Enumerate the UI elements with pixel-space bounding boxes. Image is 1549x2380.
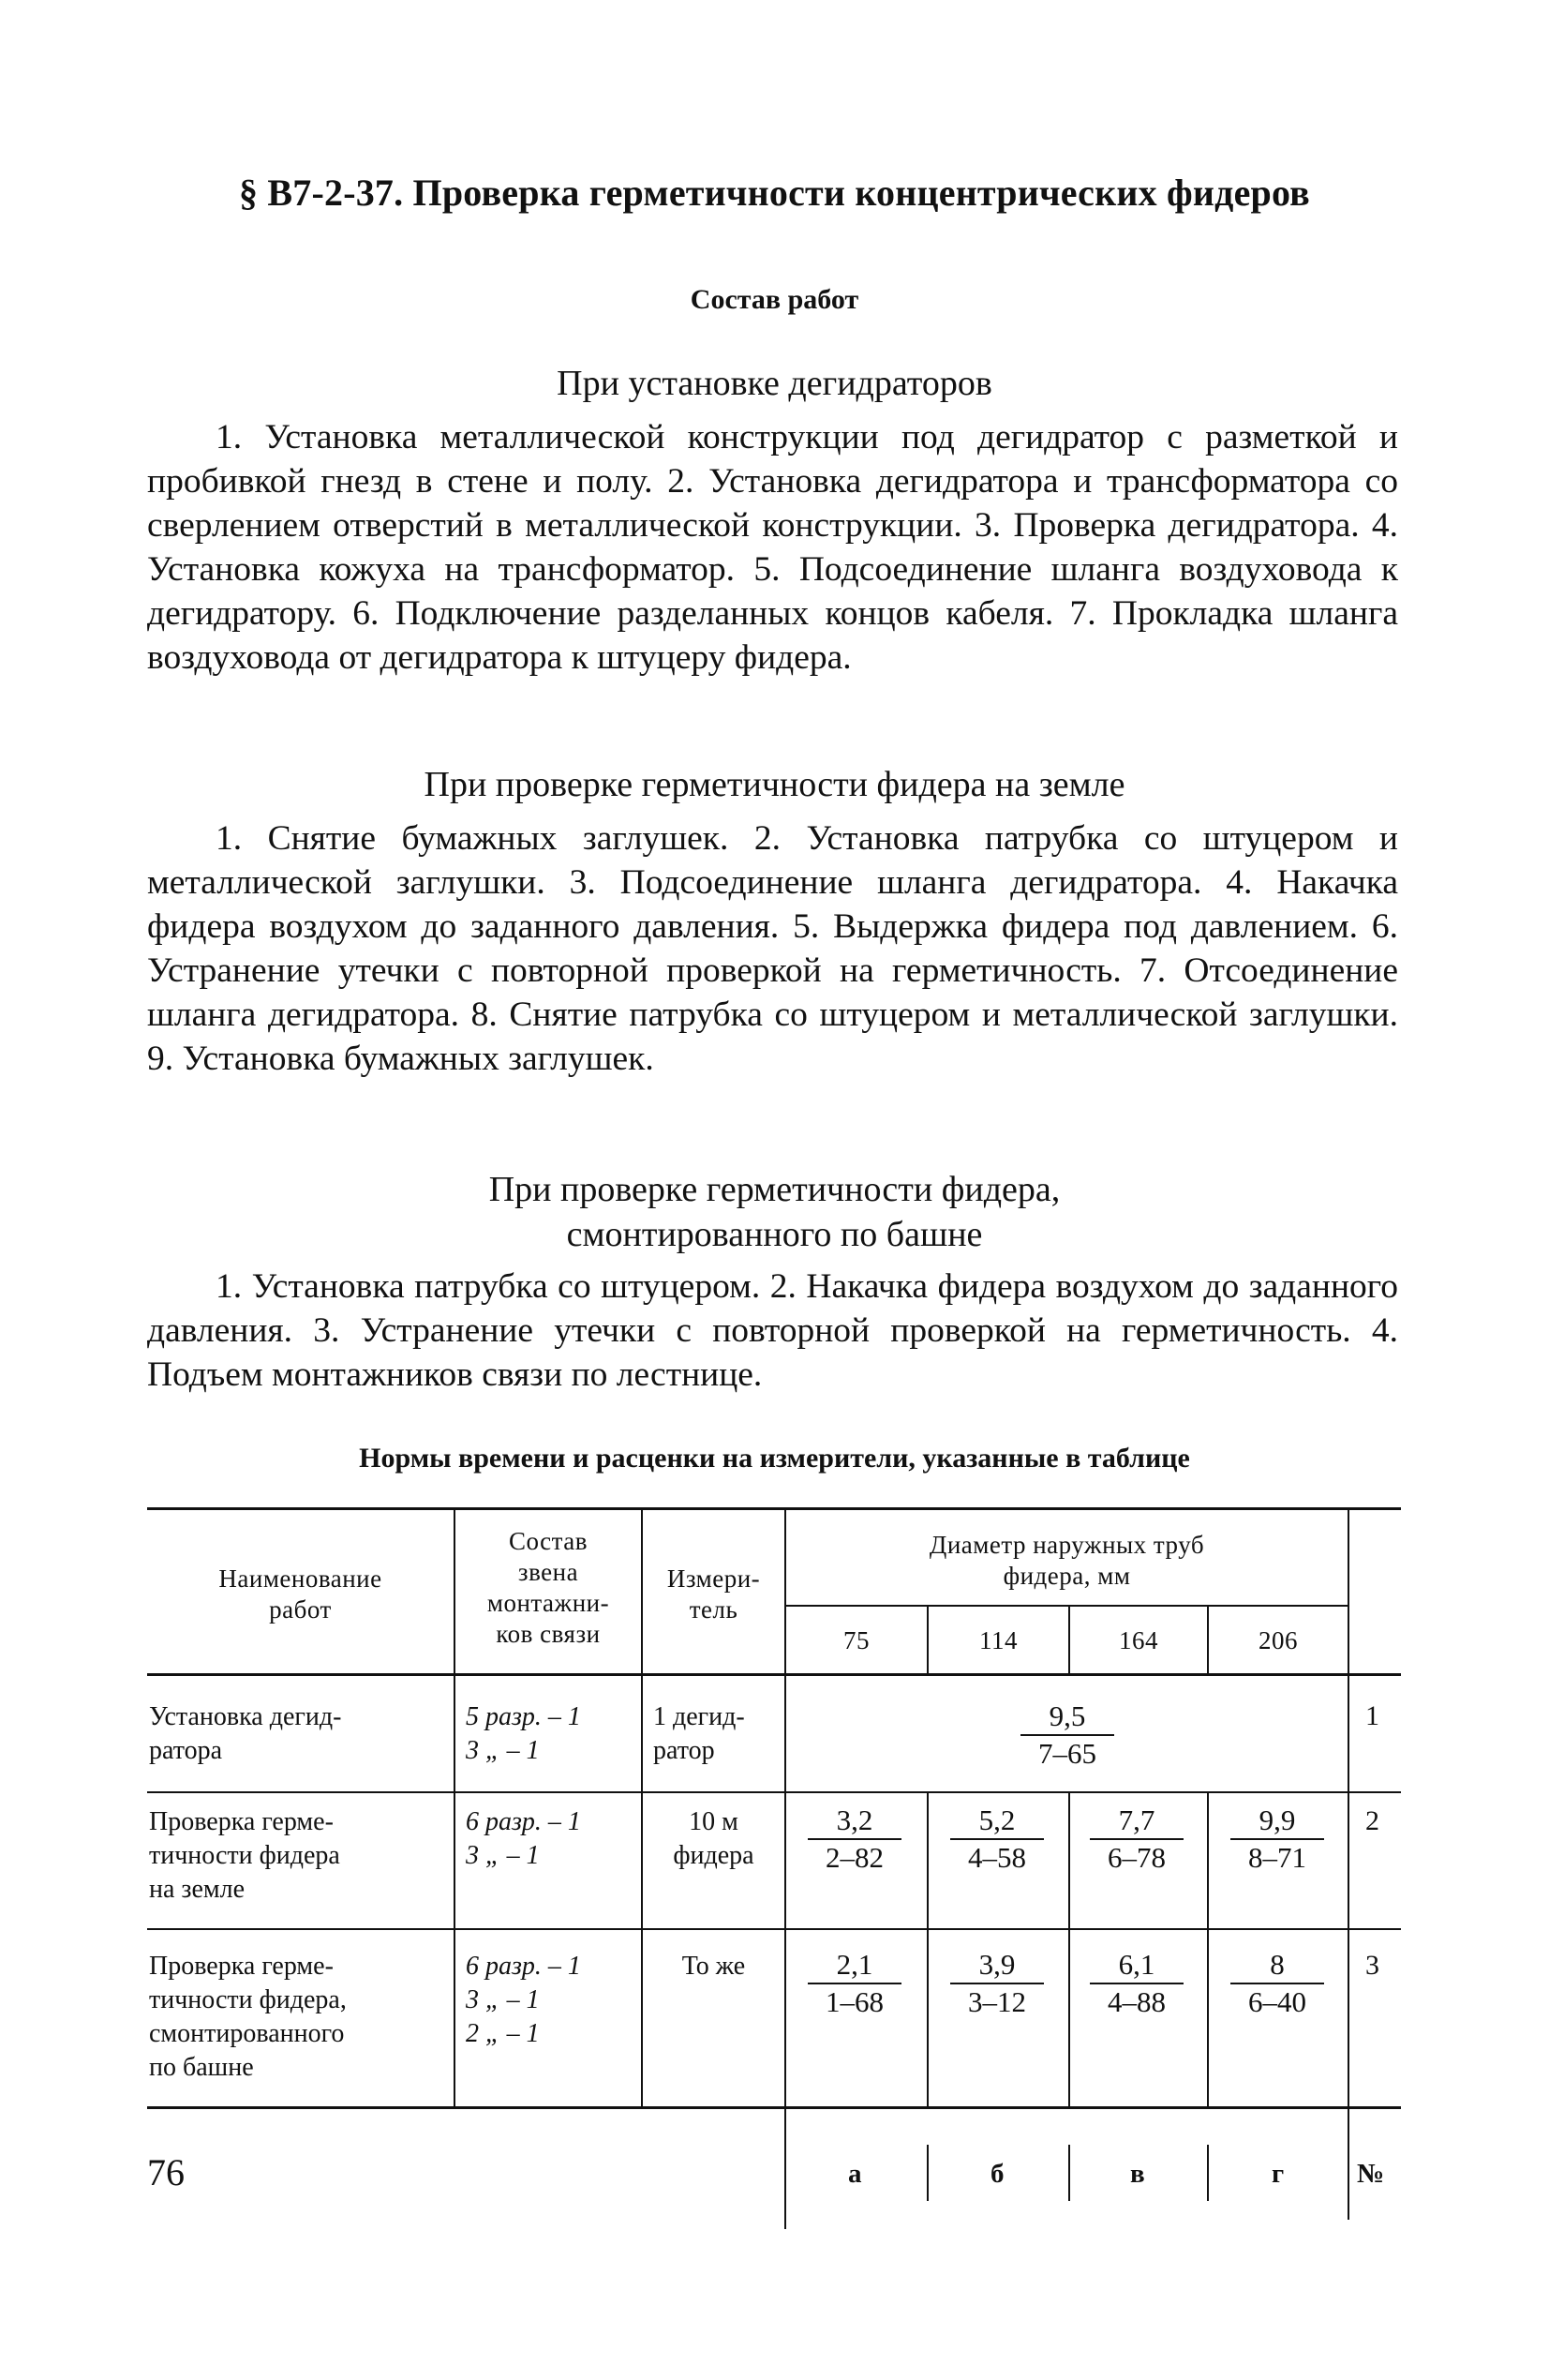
row3-norm-206: $\frac{8}{6-40}$ [1230, 1947, 1324, 2020]
column-letter-number: № [1357, 2159, 1385, 2189]
header-diameter: Диаметр наружных труб фидера, мм [929, 1531, 1205, 1590]
row2-number: 2 [1365, 1805, 1379, 1836]
row1-work-name: Установка дегид- ратора [149, 1702, 342, 1765]
subsection-heading-dehydrators: При установке дегидраторов [557, 364, 992, 403]
column-letter-v: в [1130, 2159, 1145, 2189]
work-composition-heading: Состав работ [690, 284, 859, 315]
table-caption: Нормы времени и расценки на измерители, указанные в таблице [359, 1443, 1190, 1474]
column-rule [1348, 1507, 1349, 2220]
row3-unit: То же [681, 1952, 746, 1981]
column-rule [1068, 1793, 1070, 2107]
column-rule [1068, 2145, 1070, 2201]
row1-number: 1 [1365, 1700, 1379, 1731]
section-title: § В7-2-37. Проверка герметичности концентрических фидеров [239, 172, 1310, 214]
column-rule [927, 2145, 929, 2201]
paragraph-dehydrators: 1. Установка металлической конструкции под дегидратор с разметкой и пробивкой гнезд в стене и полу. 2. Установка дегидратора и трансформатора со сверлением отверстий в металлической конструкции. 3. Проверка дегидратора. 4. Установка кожуха на трансформатор. 5. Подсоединение шланга воздуховода к дегидратору. 6. Подключение разделанных концов кабеля. 7. Прокладка шланга воздуховода от дегидратора к штуцеру фидера. [147, 418, 1398, 677]
norms-table [147, 1507, 1401, 2229]
row3-crew: 6 разр. – 1 3 „ – 1 2 „ – 1 [466, 1952, 581, 2048]
row3-number: 3 [1365, 1950, 1379, 1981]
row2-norm-206: $\frac{9,9}{8-71}$ [1230, 1803, 1324, 1876]
row1-unit: 1 дегид- ратор [653, 1702, 745, 1765]
row2-norm-164: $\frac{7,7}{6-78}$ [1090, 1803, 1184, 1876]
header-d206: 206 [1259, 1626, 1298, 1654]
header-d75: 75 [843, 1626, 870, 1654]
row2-unit: 10 м фидера [673, 1807, 754, 1870]
column-rule [1207, 2145, 1209, 2201]
subsection-heading-ground-check: При проверке герметичности фидера на земле [424, 765, 1125, 804]
row3-work-name: Проверка герме- тичности фидера, смонтированного по башне [149, 1952, 347, 2082]
column-letter-g: г [1272, 2159, 1285, 2189]
row2-norm-75: $\frac{3,2}{2-82}$ [808, 1803, 901, 1876]
row1-norm-merged: $\frac{9,5}{7-65}$ [1020, 1699, 1114, 1772]
column-letter-b: б [990, 2159, 1005, 2189]
row-rule [147, 1791, 1401, 1793]
row2-crew: 6 разр. – 1 3 „ – 1 [466, 1807, 581, 1870]
header-work-name: Наименование работ [218, 1564, 382, 1624]
row2-norm-114: $\frac{5,2}{4-58}$ [950, 1803, 1044, 1876]
column-rule [927, 1793, 929, 2107]
header-crew: Состав звена монтажни- ков связи [486, 1527, 610, 1648]
header-d114: 114 [979, 1626, 1018, 1654]
column-letter-a: а [848, 2159, 862, 2189]
row-rule [147, 1928, 1401, 1930]
page-number: 76 [147, 2151, 185, 2193]
paragraph-tower-check: 1. Установка патрубка со штуцером. 2. Накачка фидера воздухом до заданного давления. 3. Устранение утечки с повторной проверкой на герметичность. 4. Подъем монтажников связи по лестнице. [147, 1267, 1398, 1394]
subsection-heading-tower-check-line2: смонтированного по башне [566, 1215, 983, 1254]
row3-norm-164: $\frac{6,1}{4-88}$ [1090, 1947, 1184, 2020]
row1-crew: 5 разр. – 1 3 „ – 1 [466, 1702, 581, 1765]
table-bottom-rule [147, 2106, 1401, 2109]
header-d164: 164 [1119, 1626, 1158, 1654]
table-top-rule [147, 1507, 1401, 1510]
paragraph-ground-check: 1. Снятие бумажных заглушек. 2. Установка патрубка со штуцером и металлической заглушки. 3. Подсоединение шланга дегидратора. 4. Накачка фидера воздухом до заданного давления. 5. Выдержка фидера под давлением. 6. Устранение утечки с повторной проверкой на герметичность. 7. Отсоединение шланга дегидратора. 8. Снятие патрубка со штуцером и металлической заглушки. 9. Установка бумажных заглушек. [147, 819, 1398, 1078]
column-rule [784, 1507, 786, 2229]
header-unit: Измери- тель [666, 1564, 761, 1624]
row2-work-name: Проверка герме- тичности фидера на земле [149, 1807, 340, 1904]
row3-norm-75: $\frac{2,1}{1-68}$ [808, 1947, 901, 2020]
header-bottom-rule [147, 1673, 1401, 1676]
row3-norm-114: $\frac{3,9}{3-12}$ [950, 1947, 1044, 2020]
column-rule [1207, 1793, 1209, 2107]
diameter-subheader-rule [784, 1605, 1348, 1607]
subsection-heading-tower-check-line1: При проверке герметичности фидера, [488, 1170, 1061, 1209]
